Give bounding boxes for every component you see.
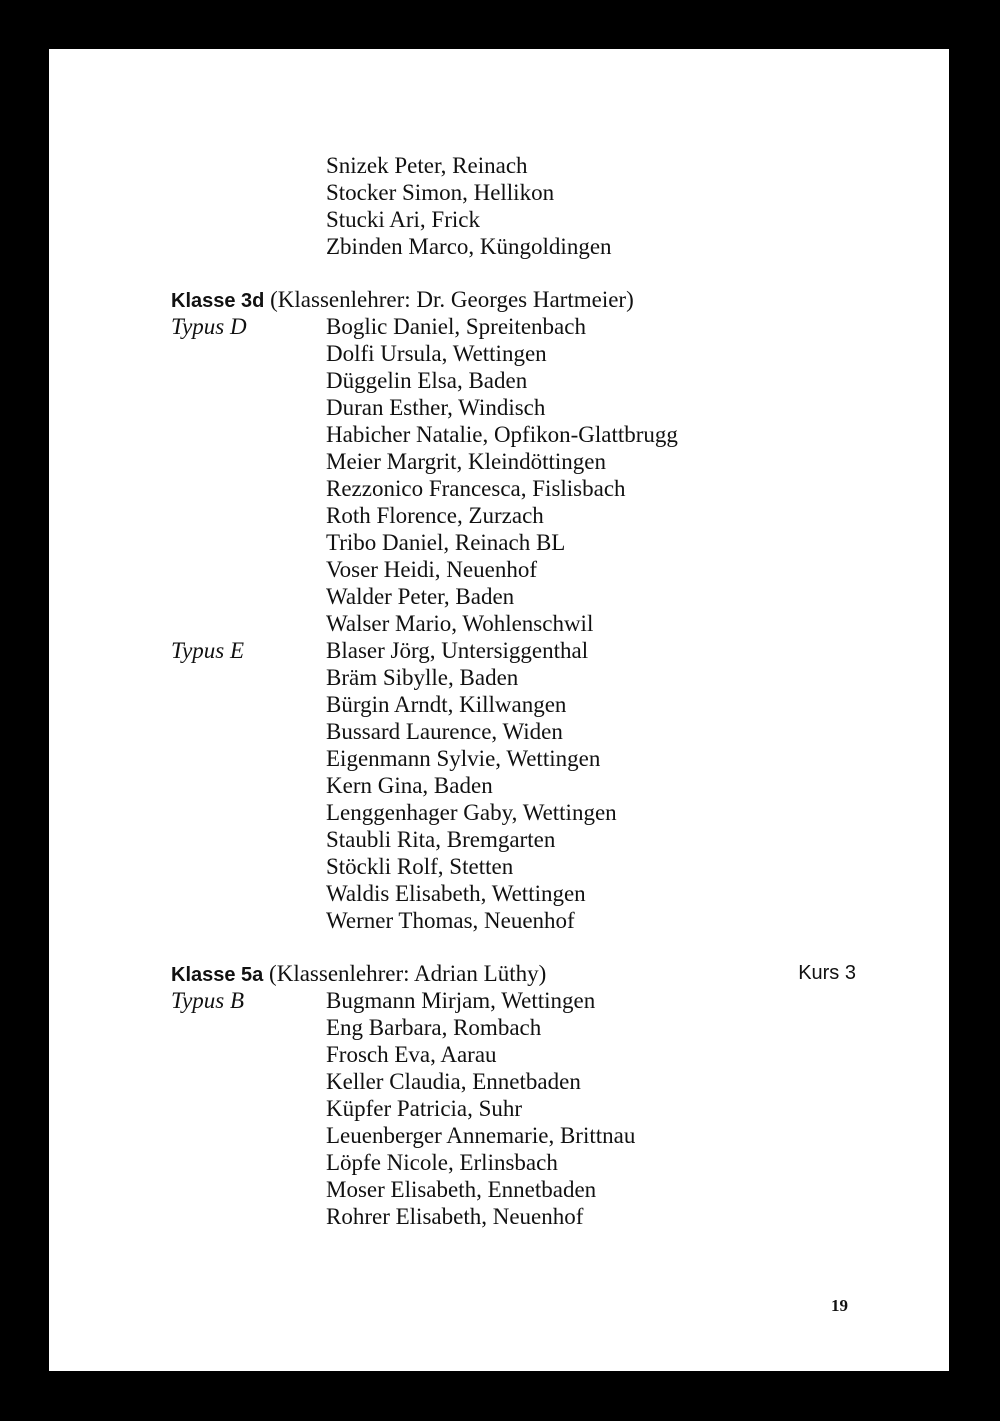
list-item: Stocker Simon, Hellikon	[326, 180, 555, 205]
list-item: Stöckli Rolf, Stetten	[326, 854, 514, 879]
teacher-label: (Klassenlehrer: Adrian Lüthy)	[269, 961, 547, 986]
page-number: 19	[831, 1296, 848, 1315]
class-heading-5a	[171, 960, 871, 987]
list-item: Voser Heidi, Neuenhof	[326, 557, 537, 582]
list-item: Leuenberger Annemarie, Brittnau	[326, 1123, 636, 1148]
list-item: Roth Florence, Zurzach	[326, 503, 544, 528]
list-item: Meier Margrit, Kleindöttingen	[326, 449, 606, 474]
list-item: Walser Mario, Wohlenschwil	[326, 611, 594, 636]
list-item: Rohrer Elisabeth, Neuenhof	[326, 1204, 584, 1229]
student-list	[171, 152, 871, 1230]
teacher-label: (Klassenlehrer: Dr. Georges Hartmeier)	[270, 287, 634, 312]
list-item: Bürgin Arndt, Killwangen	[326, 692, 567, 717]
list-item: Eigenmann Sylvie, Wettingen	[326, 746, 601, 771]
list-item: Moser Elisabeth, Ennetbaden	[326, 1177, 597, 1202]
list-item: Duran Esther, Windisch	[326, 395, 546, 420]
list-item: Snizek Peter, Reinach	[326, 153, 528, 178]
class-heading-3d	[171, 286, 871, 313]
list-item: Tribo Daniel, Reinach BL	[326, 530, 566, 555]
list-item: Eng Barbara, Rombach	[326, 1015, 542, 1040]
typus-label: Typus E	[171, 638, 245, 663]
list-item: Düggelin Elsa, Baden	[326, 368, 528, 393]
list-item: Frosch Eva, Aarau	[326, 1042, 497, 1067]
list-item: Waldis Elisabeth, Wettingen	[326, 881, 586, 906]
list-item: Typus E Blaser Jörg, Untersiggenthal	[171, 638, 589, 663]
list-item: Rezzonico Francesca, Fislisbach	[326, 476, 626, 501]
list-item: Stucki Ari, Frick	[326, 207, 480, 232]
list-item: Dolfi Ursula, Wettingen	[326, 341, 547, 366]
list-item: Bräm Sibylle, Baden	[326, 665, 519, 690]
list-item: Kern Gina, Baden	[326, 773, 493, 798]
class-label: Klasse 5a	[171, 964, 264, 986]
list-item: Werner Thomas, Neuenhof	[326, 908, 575, 933]
list-item: Habicher Natalie, Opfikon-Glattbrugg	[326, 422, 678, 447]
list-item: Löpfe Nicole, Erlinsbach	[326, 1150, 558, 1175]
list-item: Keller Claudia, Ennetbaden	[326, 1069, 581, 1094]
typus-label: Typus D	[171, 314, 247, 339]
document-page	[49, 49, 949, 1371]
list-item: Walder Peter, Baden	[326, 584, 515, 609]
typus-label: Typus B	[171, 988, 245, 1013]
kurs-label: Kurs 3	[798, 962, 856, 984]
list-item: Zbinden Marco, Küngoldingen	[326, 234, 612, 259]
list-item: Bussard Laurence, Widen	[326, 719, 563, 744]
list-item: Staubli Rita, Bremgarten	[326, 827, 556, 852]
list-item: Typus B Bugmann Mirjam, Wettingen	[171, 988, 596, 1013]
list-item: Küpfer Patricia, Suhr	[326, 1096, 523, 1121]
class-label: Klasse 3d	[171, 290, 265, 312]
list-item: Typus D Boglic Daniel, Spreitenbach	[171, 314, 586, 339]
list-item: Lenggenhager Gaby, Wettingen	[326, 800, 617, 825]
